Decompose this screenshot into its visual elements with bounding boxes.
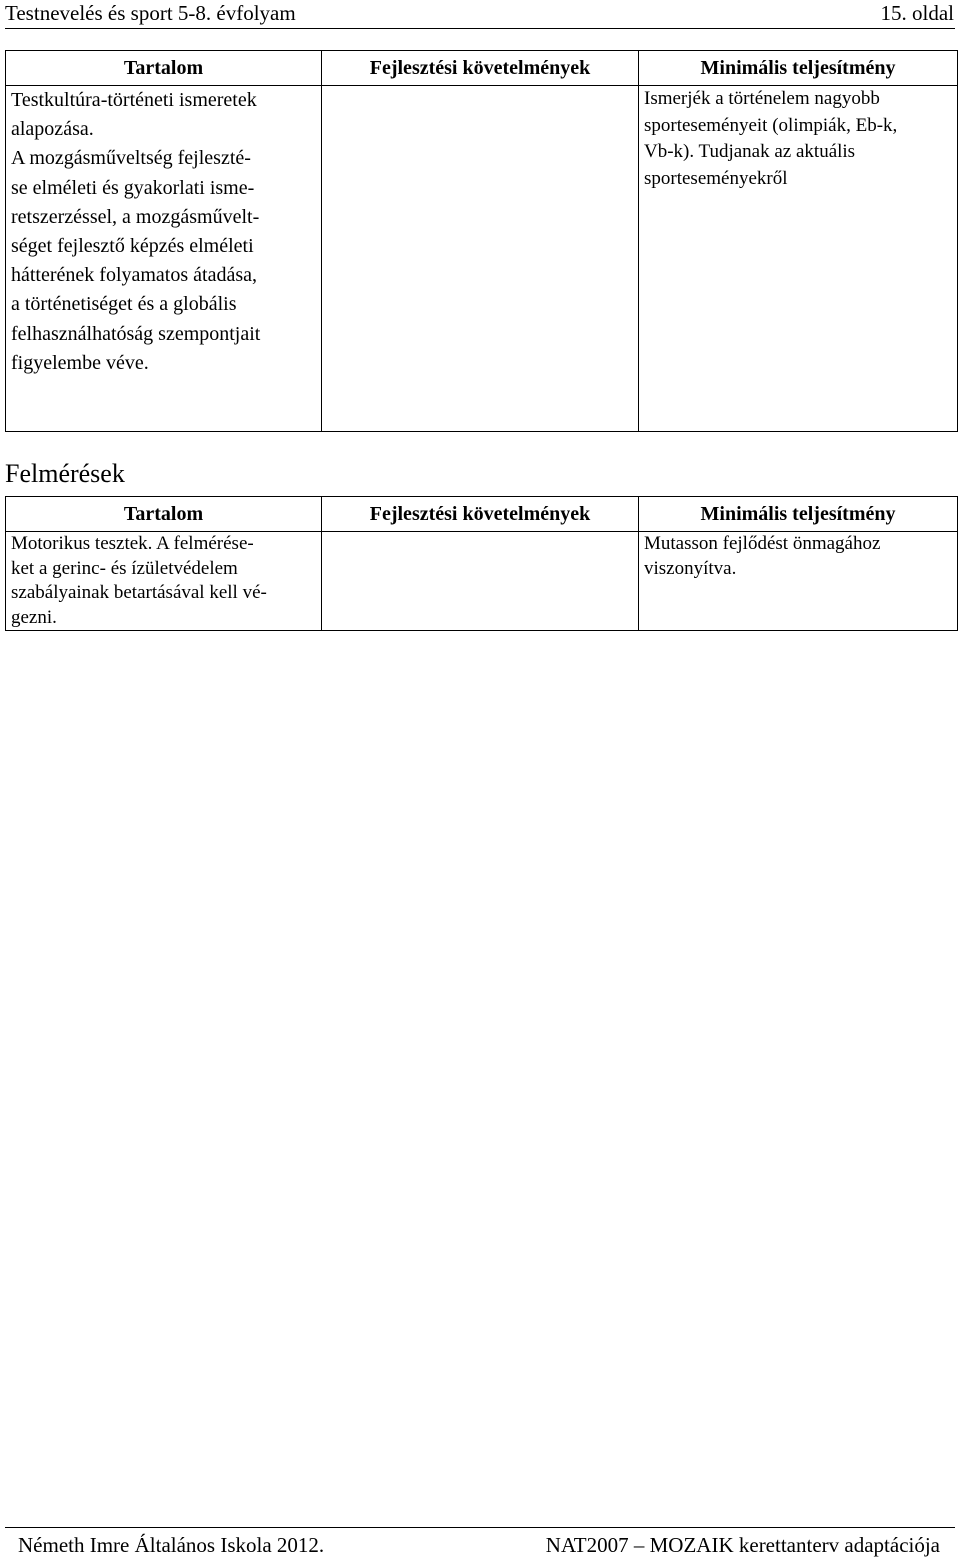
requirements-cell [322,86,639,432]
text-line: szabályainak betartásával kell vé- [11,582,267,603]
text-line: ket a gerinc- és ízületvédelem [11,557,238,579]
table-header-row [6,51,958,86]
section-heading: Felmérések [5,459,125,488]
table-row [6,532,958,631]
text-line: sporteseményeit (olimpiák, Eb-k, [644,114,898,136]
document-title: Testnevelés és sport 5-8. évfolyam [5,1,296,25]
text-line: figyelembe véve. [11,351,149,374]
minimum-cell [639,532,958,631]
text-line: retszerzéssel, a mozgásművelt- [11,205,260,228]
text-line: A mozgásműveltség fejleszté- [11,147,251,170]
minimum-cell [639,86,958,432]
text-line: alapozása. [11,118,94,141]
curriculum-table-2 [5,496,958,631]
text-line: Mutasson fejlődést önmagához [644,533,881,554]
table-row [6,86,958,432]
column-header-minimum: Minimális teljesítmény [639,497,958,532]
text-line: Vb-k). Tudjanak az aktuális [644,141,856,162]
column-header-content: Tartalom [6,51,322,86]
text-line: Motorikus tesztek. A felmérése- [11,533,254,554]
text-line: sporteseményekről [644,167,788,189]
text-line: felhasználhatóság szempontjait [11,322,261,345]
requirements-cell [322,532,639,631]
text-line: Ismerjék a történelem nagyobb [644,88,880,109]
text-line: séget fejlesztő képzés elméleti [11,235,254,258]
text-line: se elméleti és gyakorlati isme- [11,176,255,199]
text-line: hátterének folyamatos átadása, [11,264,257,287]
text-line: Testkultúra-történeti ismeretek [11,89,257,111]
column-header-requirements: Fejlesztési követelmények [322,51,639,86]
content-cell [6,86,322,432]
column-header-content: Tartalom [6,497,322,532]
footer-curriculum: NAT2007 – MOZAIK kerettanterv adaptációja [545,1533,940,1557]
text-line: gezni. [11,606,57,628]
text-line: viszonyítva. [644,557,737,579]
header-rule [5,28,955,29]
table-header-row [6,497,958,532]
footer-rule [5,1527,955,1528]
curriculum-table-1 [5,50,958,432]
column-header-requirements: Fejlesztési követelmények [322,497,639,532]
content-cell [6,532,322,631]
page-number: 15. oldal [880,1,954,25]
text-line: a történetiséget és a globális [11,293,237,316]
footer-school: Németh Imre Általános Iskola 2012. [18,1533,325,1557]
column-header-minimum: Minimális teljesítmény [639,51,958,86]
